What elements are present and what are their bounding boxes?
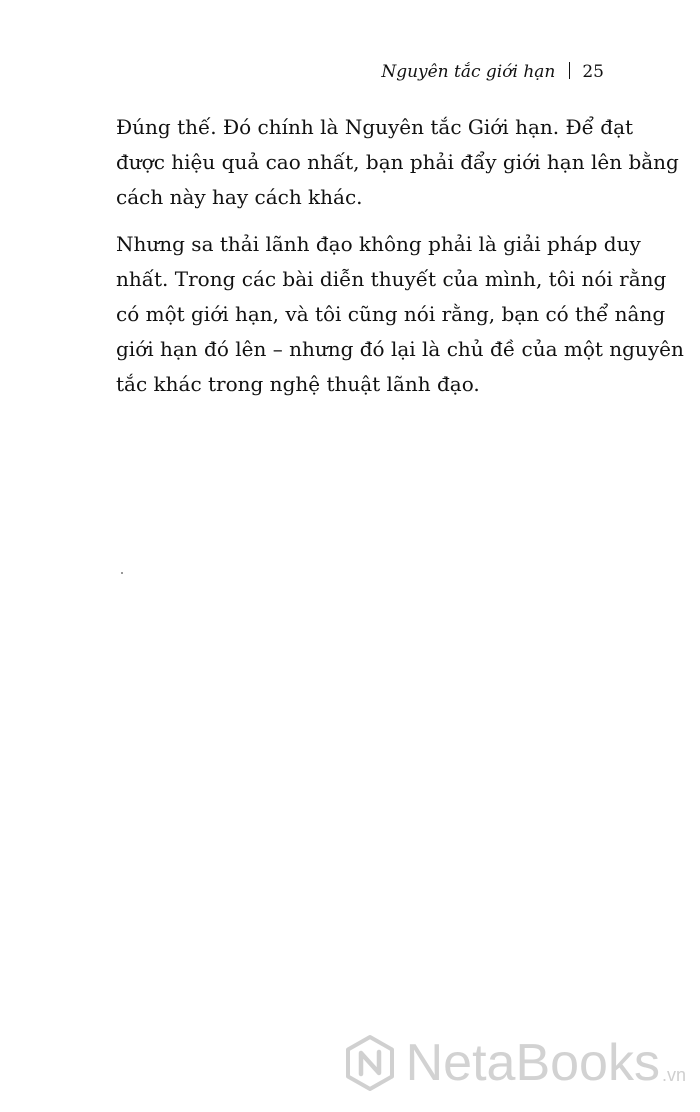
text-line: nhất. Trong các bài diễn thuyết của mình, tôi nói rằng xyxy=(116,267,667,291)
text-line: tắc khác trong nghệ thuật lãnh đạo. xyxy=(116,372,480,396)
text-line: có một giới hạn, và tôi cũng nói rằng, bạn có thể nâng xyxy=(116,302,666,326)
page-number: 25 xyxy=(582,62,604,82)
paragraph-1 xyxy=(116,110,679,215)
text-line: cách này hay cách khác. xyxy=(116,185,363,209)
text-line: Nhưng sa thải lãnh đạo không phải là giải pháp duy xyxy=(116,232,641,256)
hexagon-n-logo-icon xyxy=(344,1034,396,1092)
print-speck xyxy=(121,572,123,574)
text-line: được hiệu quả cao nhất, bạn phải đẩy giới hạn lên bằng xyxy=(116,150,679,174)
watermark-brand: NetaBooks xyxy=(405,1034,660,1092)
text-line: giới hạn đó lên – nhưng đó lại là chủ đề của một nguyên xyxy=(116,337,684,361)
watermark xyxy=(344,1034,686,1092)
watermark-tld: .vn xyxy=(661,1065,686,1085)
chapter-title: Nguyên tắc giới hạn xyxy=(381,62,556,82)
body-text xyxy=(116,110,684,414)
header-divider xyxy=(569,62,570,79)
text-line: Đúng thế. Đó chính là Nguyên tắc Giới hạn. Để đạt xyxy=(116,115,634,139)
running-header xyxy=(381,60,604,84)
paragraph-2 xyxy=(116,227,684,402)
